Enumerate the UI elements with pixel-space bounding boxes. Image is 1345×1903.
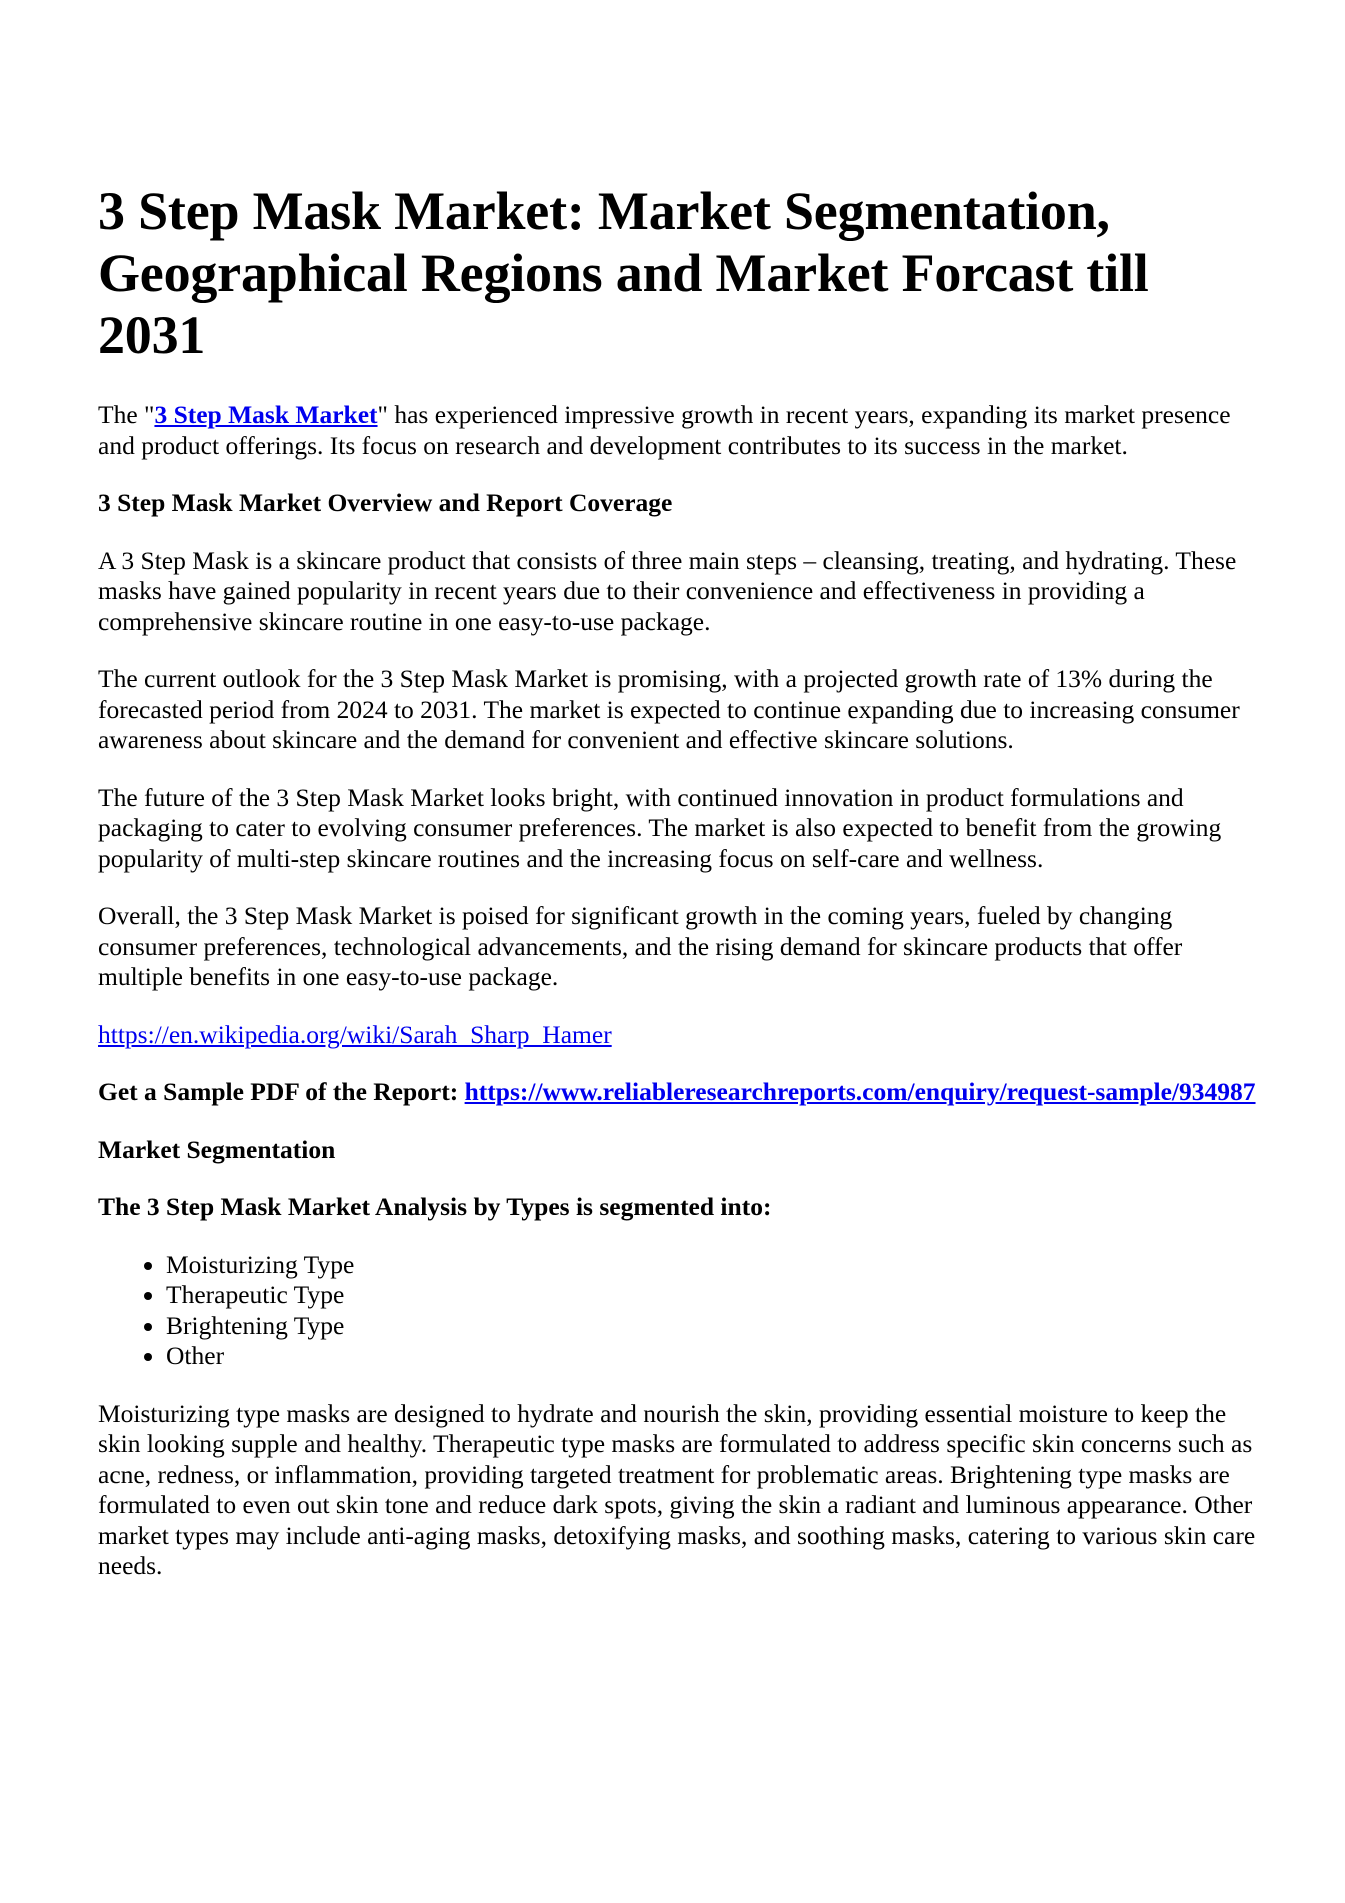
types-list <box>98 1250 1258 1372</box>
list-item: • Moisturizing Type <box>166 1250 1258 1281</box>
wiki-link-paragraph <box>98 1020 1258 1051</box>
body-paragraph: A 3 Step Mask is a skincare product that consists of three main steps – cleansing, treating, and hydrating. These masks have gained popularity in recent years due to their convenience and effectiveness in providing a comprehensive skincare routine in one easy-to-use package. <box>98 545 1237 636</box>
page-title: 3 Step Mask Market: Market Segmentation, Geographical Regions and Market Forcast till 2031 <box>98 181 1149 365</box>
types-description: Moisturizing type masks are designed to hydrate and nourish the skin, providing essential moisture to keep the skin looking supple and healthy. Therapeutic type masks are formulated to address specific skin concerns such as acne, redness, or inflammation, providing targeted treatment for problematic areas. Brightening type masks are formulated to even out skin tone and reduce dark spots, giving the skin a radiant and luminous appearance. Other market types may include anti-aging masks, detoxifying masks, and soothing masks, catering to various skin care needs. <box>98 1398 1256 1580</box>
list-item: • Other <box>166 1341 1258 1372</box>
intro-prefix: The " <box>98 400 155 429</box>
overview-heading: 3 Step Mask Market Overview and Report Coverage <box>98 488 673 517</box>
sample-paragraph <box>98 1077 1258 1108</box>
intro-suffix: " has experienced impressive growth in recent years, expanding its market presence and product offerings. Its focus on research and development contributes to its success in the market. <box>98 400 1231 460</box>
sample-label: Get a Sample PDF of the Report: <box>98 1077 465 1106</box>
intro-paragraph <box>98 400 1258 461</box>
market-link[interactable]: 3 Step Mask Market <box>154 400 378 429</box>
segmentation-heading: Market Segmentation <box>98 1134 336 1164</box>
document-page <box>98 180 1258 1609</box>
types-heading: The 3 Step Mask Market Analysis by Types is segmented into: <box>98 1192 772 1221</box>
sample-link[interactable]: https://www.reliableresearchreports.com/enquiry/request-sample/934987 <box>464 1077 1256 1106</box>
body-paragraph: The future of the 3 Step Mask Market looks bright, with continued innovation in product formulations and packaging to cater to evolving consumer preferences. The market is also expected to benefit from the growing popularity of multi-step skincare routines and the increasing focus on self-care and wellness. <box>98 782 1222 873</box>
wiki-link[interactable]: https://en.wikipedia.org/wiki/Sarah_Sharp_Hamer <box>98 1019 612 1049</box>
list-item: • Therapeutic Type <box>166 1280 1258 1311</box>
body-paragraph: The current outlook for the 3 Step Mask Market is promising, with a projected growth rate of 13% during the forecasted period from 2024 to 2031. The market is expected to continue expanding due to increasing consumer awareness about skincare and the demand for convenient and effective skincare solutions. <box>98 664 1240 754</box>
list-item: • Brightening Type <box>166 1311 1258 1342</box>
body-paragraph: Overall, the 3 Step Mask Market is poised for significant growth in the coming years, fueled by changing consumer preferences, technological advancements, and the rising demand for skincare products that offer multiple benefits in one easy-to-use package. <box>98 901 1183 991</box>
